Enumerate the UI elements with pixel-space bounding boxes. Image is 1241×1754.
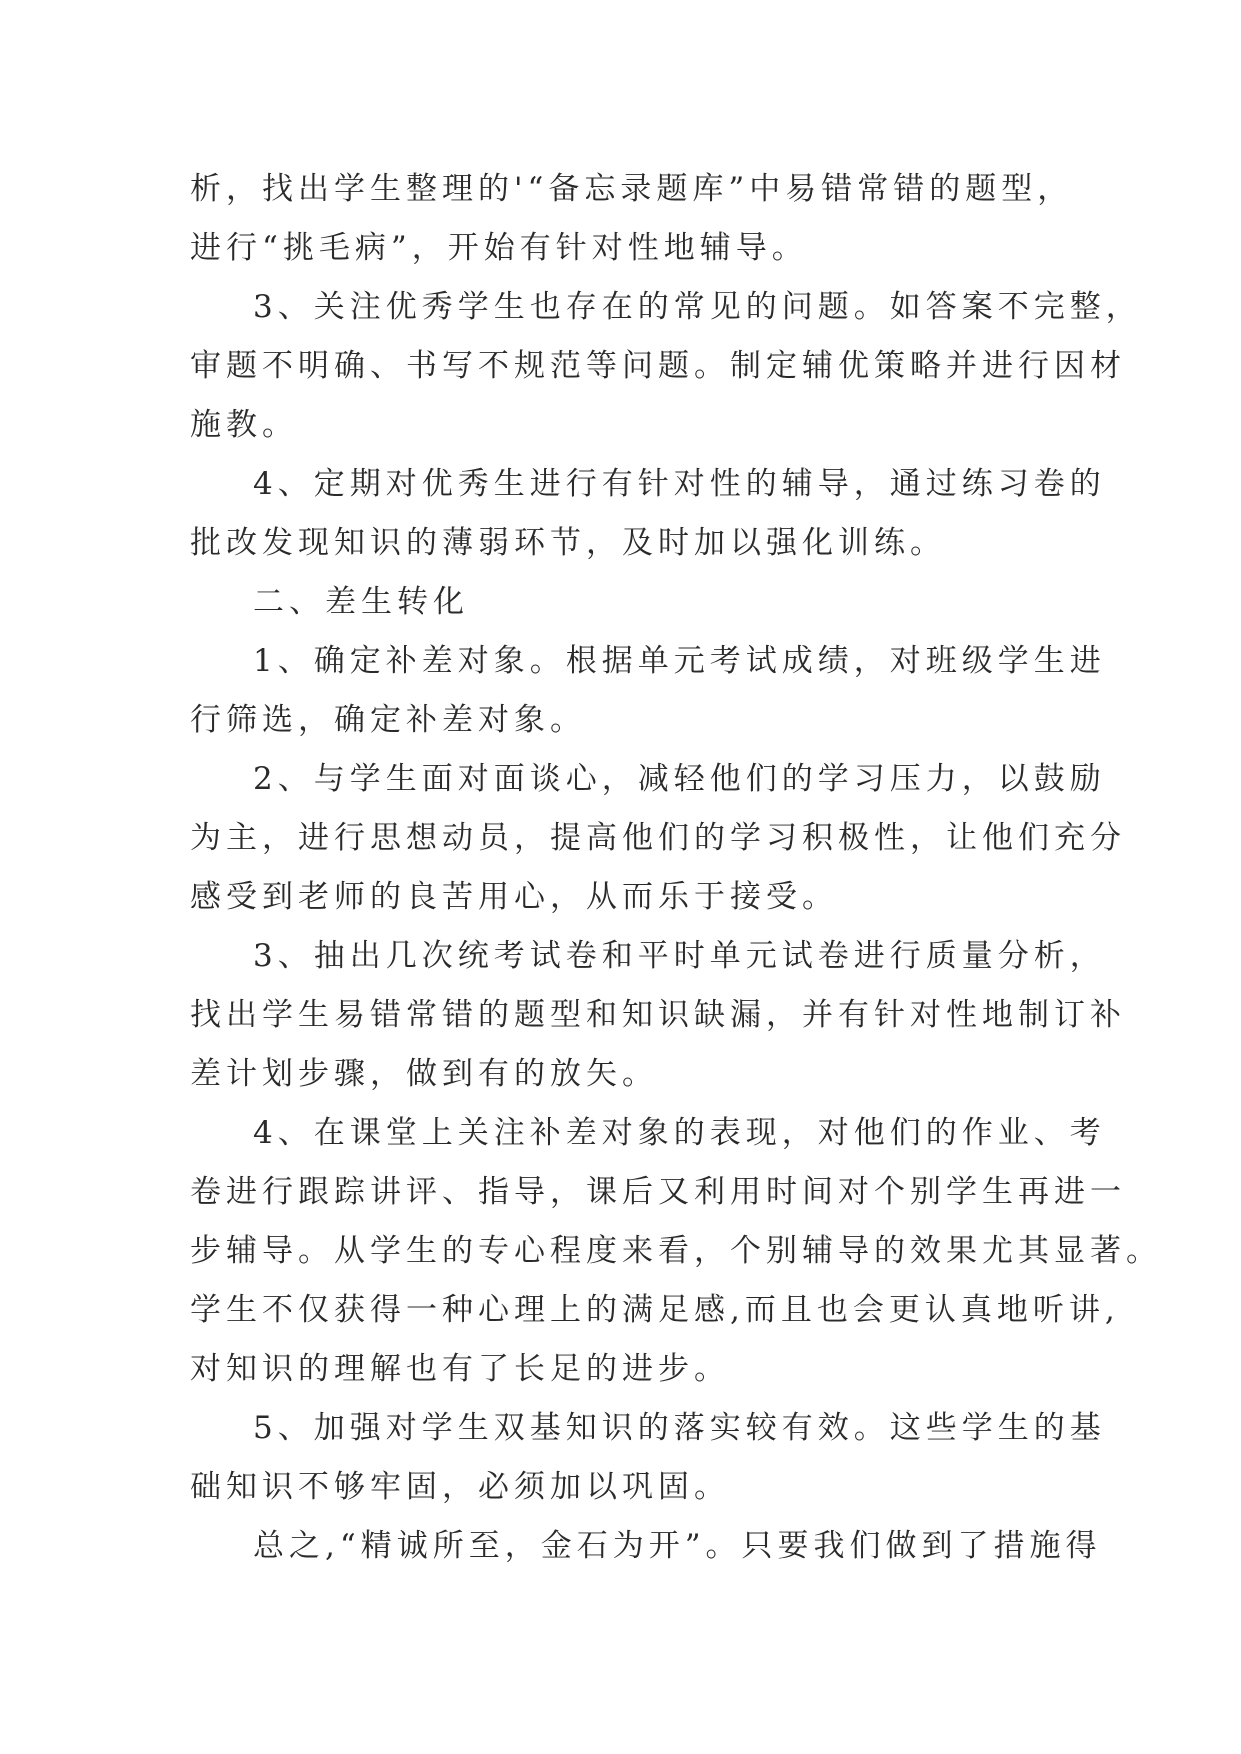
- paragraph-start-line: 3、抽出几次统考试卷和平时单元试卷进行质量分析，: [253, 938, 1106, 974]
- text-line: 步辅导。从学生的专心程度来看，个别辅导的效果尤其显著。: [190, 1233, 1162, 1269]
- paragraph-start-line: 4、定期对优秀生进行有针对性的辅导，通过练习卷的: [253, 466, 1106, 502]
- text-line: 础知识不够牢固，必须加以巩固。: [190, 1469, 730, 1505]
- text-line: 对知识的理解也有了长足的进步。: [190, 1351, 730, 1387]
- paragraph-start-line: 1、确定补差对象。根据单元考试成绩，对班级学生进: [253, 643, 1106, 679]
- text-line: 学生不仅获得一种心理上的满足感,而且也会更认真地听讲,: [190, 1292, 1120, 1328]
- paragraph-start-line: 3、关注优秀学生也存在的常见的问题。如答案不完整，: [253, 289, 1142, 325]
- text-line: 差计划步骤，做到有的放矢。: [190, 1056, 658, 1092]
- text-line: 施教。: [190, 407, 298, 443]
- text-line: 批改发现知识的薄弱环节，及时加以强化训练。: [190, 525, 946, 561]
- paragraph-start-line: 总之,“精诚所至，金石为开”。只要我们做到了措施得: [253, 1528, 1102, 1564]
- text-line: 析，找出学生整理的'“备忘录题库”中易错常错的题型，: [190, 171, 1074, 207]
- paragraph-start-line: 2、与学生面对面谈心，减轻他们的学习压力，以鼓励: [253, 761, 1106, 797]
- text-line: 为主，进行思想动员，提高他们的学习积极性，让他们充分: [190, 820, 1126, 856]
- document-body: [190, 160, 1162, 1576]
- section-heading: 二、差生转化: [253, 584, 469, 620]
- paragraph-start-line: 4、在课堂上关注补差对象的表现，对他们的作业、考: [253, 1115, 1106, 1151]
- text-line: 找出学生易错常错的题型和知识缺漏，并有针对性地制订补: [190, 997, 1126, 1033]
- text-line: 进行“挑毛病”，开始有针对性地辅导。: [190, 230, 808, 266]
- text-line: 审题不明确、书写不规范等问题。制定辅优策略并进行因材: [190, 348, 1126, 384]
- text-line: 感受到老师的良苦用心，从而乐于接受。: [190, 879, 838, 915]
- text-line: 行筛选，确定补差对象。: [190, 702, 586, 738]
- paragraph-start-line: 5、加强对学生双基知识的落实较有效。这些学生的基: [253, 1410, 1106, 1446]
- text-line: 卷进行跟踪讲评、指导，课后又利用时间对个别学生再进一: [190, 1174, 1126, 1210]
